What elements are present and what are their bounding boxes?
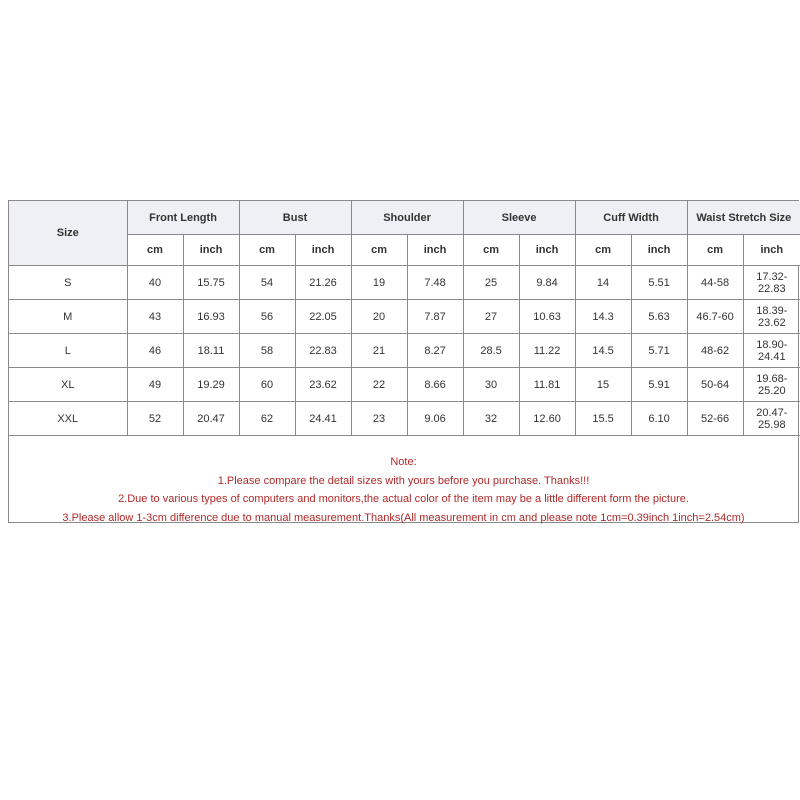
note-line: 2.Due to various types of computers and monitors,the actual color of the item may be a little different form the picture. [118, 493, 689, 505]
measurement-cell: 48-62 [687, 334, 743, 368]
bust-header: Bust [239, 201, 351, 235]
size-rows [9, 266, 800, 436]
measurement-cell: 62 [239, 402, 295, 436]
size-row [9, 266, 800, 300]
unit-header: cm [351, 235, 407, 266]
waist-stretch-size-header: Waist Stretch Size [687, 201, 800, 235]
shoulder-header: Shoulder [351, 201, 463, 235]
size-label: M [9, 300, 127, 334]
measurement-cell: 30 [463, 368, 519, 402]
measurement-cell: 22.05 [295, 300, 351, 334]
measurement-cell: 9.06 [407, 402, 463, 436]
measurement-cell: 14 [575, 266, 631, 300]
size-label: L [9, 334, 127, 368]
measurement-cell: 44-58 [687, 266, 743, 300]
unit-header: inch [519, 235, 575, 266]
measurement-cell: 49 [127, 368, 183, 402]
size-row [9, 368, 800, 402]
measurement-cell: 60 [239, 368, 295, 402]
measurement-cell: 46 [127, 334, 183, 368]
size-row [9, 402, 800, 436]
measurement-cell: 21 [351, 334, 407, 368]
measurement-cell: 19 [351, 266, 407, 300]
cuff-width-header: Cuff Width [575, 201, 687, 235]
measurement-cell: 46.7-60 [687, 300, 743, 334]
measurement-cell: 18.90-24.41 [743, 334, 800, 368]
unit-header: cm [127, 235, 183, 266]
size-label: S [9, 266, 127, 300]
group-header-row [9, 201, 800, 235]
measurement-cell: 12.60 [519, 402, 575, 436]
measurement-cell: 15 [575, 368, 631, 402]
measurement-cell: 5.71 [631, 334, 687, 368]
measurement-cell: 19.29 [183, 368, 239, 402]
front-length-header: Front Length [127, 201, 239, 235]
measurement-cell: 18.39-23.62 [743, 300, 800, 334]
measurement-cell: 40 [127, 266, 183, 300]
measurement-cell: 43 [127, 300, 183, 334]
unit-header: inch [631, 235, 687, 266]
note-title: Note: [390, 456, 417, 468]
measurement-cell: 22.83 [295, 334, 351, 368]
measurement-cell: 15.75 [183, 266, 239, 300]
unit-header: cm [575, 235, 631, 266]
measurement-cell: 19.68-25.20 [743, 368, 800, 402]
measurement-cell: 5.51 [631, 266, 687, 300]
note-line: 1.Please compare the detail sizes with yours before you purchase. Thanks!!! [217, 474, 590, 487]
measurement-cell: 8.27 [407, 334, 463, 368]
measurement-cell: 56 [239, 300, 295, 334]
measurement-cell: 7.48 [407, 266, 463, 300]
size-chart [8, 200, 799, 523]
measurement-cell: 10.63 [519, 300, 575, 334]
measurement-cell: 16.93 [183, 300, 239, 334]
measurement-cell: 20.47 [183, 402, 239, 436]
unit-header: inch [743, 235, 800, 266]
measurement-cell: 17.32-22.83 [743, 266, 800, 300]
measurement-cell: 52-66 [687, 402, 743, 436]
measurement-cell: 20.47-25.98 [743, 402, 800, 436]
size-row [9, 300, 800, 334]
unit-header-row [9, 235, 800, 266]
measurement-cell: 23.62 [295, 368, 351, 402]
measurement-cell: 18.11 [183, 334, 239, 368]
measurement-cell: 50-64 [687, 368, 743, 402]
measurement-cell: 6.10 [631, 402, 687, 436]
note-line: 3.Please allow 1-3cm difference due to manual measurement.Thanks(All measurement in cm and please note 1cm=0.39inch 1inch=2.54cm) [62, 511, 745, 524]
measurement-cell: 15.5 [575, 402, 631, 436]
size-label: XXL [9, 402, 127, 436]
unit-header: cm [463, 235, 519, 266]
unit-header: cm [239, 235, 295, 266]
measurement-cell: 58 [239, 334, 295, 368]
measurement-cell: 7.87 [407, 300, 463, 334]
measurement-cell: 28.5 [463, 334, 519, 368]
measurement-cell: 11.81 [519, 368, 575, 402]
unit-header: inch [295, 235, 351, 266]
measurement-cell: 27 [463, 300, 519, 334]
unit-header: inch [183, 235, 239, 266]
unit-header: cm [687, 235, 743, 266]
measurement-cell: 5.91 [631, 368, 687, 402]
measurement-cell: 24.41 [295, 402, 351, 436]
unit-header: inch [407, 235, 463, 266]
measurement-cell: 54 [239, 266, 295, 300]
size-table [9, 201, 800, 436]
measurement-cell: 9.84 [519, 266, 575, 300]
measurement-cell: 23 [351, 402, 407, 436]
size-label: XL [9, 368, 127, 402]
measurement-cell: 22 [351, 368, 407, 402]
measurement-cell: 32 [463, 402, 519, 436]
measurement-cell: 11.22 [519, 334, 575, 368]
measurement-cell: 14.3 [575, 300, 631, 334]
measurement-cell: 8.66 [407, 368, 463, 402]
size-column-header: Size [9, 201, 127, 266]
notes [9, 453, 798, 527]
measurement-cell: 21.26 [295, 266, 351, 300]
measurement-cell: 20 [351, 300, 407, 334]
measurement-cell: 14.5 [575, 334, 631, 368]
sleeve-header: Sleeve [463, 201, 575, 235]
measurement-cell: 25 [463, 266, 519, 300]
measurement-cell: 5.63 [631, 300, 687, 334]
measurement-cell: 52 [127, 402, 183, 436]
size-row [9, 334, 800, 368]
